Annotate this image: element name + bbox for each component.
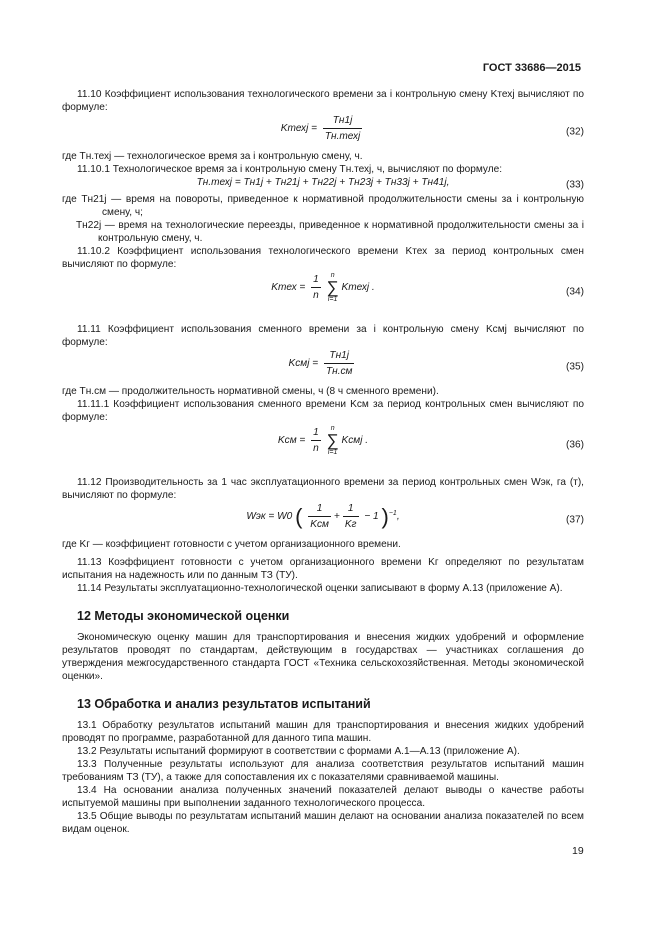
formula-34 xyxy=(62,271,584,313)
formula-36-number: (36) xyxy=(566,439,584,451)
formula-37-number: (37) xyxy=(566,514,584,526)
formula-33 xyxy=(62,176,584,193)
section-13-title: 13 Обработка и анализ результатов испытаний xyxy=(77,697,371,711)
formula-37-lhs: Wэк = W0 xyxy=(246,511,293,523)
formula-33-number: (33) xyxy=(566,179,584,190)
formula-37-b-denominator: Kг xyxy=(344,519,357,530)
formula-34-sum-upper: n xyxy=(330,272,335,279)
formula-35-denominator: Tн.см xyxy=(325,366,353,377)
formula-36-lhs: Kсм = xyxy=(277,435,306,447)
formula-32 xyxy=(62,114,584,150)
formula-35-fraction xyxy=(324,349,355,378)
formula-35 xyxy=(62,349,584,385)
formula-37-fraction-b xyxy=(343,502,359,531)
formula-36-fraction xyxy=(311,426,321,455)
formula-36-rhs: Kсмj . xyxy=(341,435,369,447)
formula-35-number: (35) xyxy=(566,361,584,373)
formula-34-sum xyxy=(327,271,339,304)
sigma-symbol: ∑ xyxy=(326,431,339,450)
formula-36-denominator: n xyxy=(313,443,319,454)
paragraph-11-11-1: 11.11.1 Коэффициент использования сменного времени Kсм за период контрольных смен вычисляют по формуле: xyxy=(62,399,584,423)
formula-36-sum-upper: n xyxy=(330,425,335,432)
where-33-transfers: Tн22j — время на технологические переезды, приведенное к нормативной продолжительности смены за i контрольную смену, ч. xyxy=(76,220,584,244)
formula-36-numerator: 1 xyxy=(311,426,321,441)
open-paren: ( xyxy=(295,504,303,529)
formula-34-denominator: n xyxy=(313,290,319,301)
formula-35-numerator: Tн1j xyxy=(324,349,355,364)
formula-37-b-numerator: 1 xyxy=(343,502,359,517)
section-12-title: 12 Методы экономической оценки xyxy=(77,609,290,623)
sigma-symbol: ∑ xyxy=(326,278,339,297)
paragraph-11-13: 11.13 Коэффициент готовности с учетом организационного времени Kг определяют по результатам испытания на надежность или по данным ТЗ (ТУ). xyxy=(62,557,584,581)
paragraph-12: Экономическую оценку машин для транспортирования и внесения жидких удобрений и оформление результатов проводят по стандартам, действующим в государствах — участниках соглашения до утверждения межгосударственного стандарта ГОСТ «Техника сельскохозяйственная. Методы экономической оценки». xyxy=(62,632,584,682)
formula-37-a-numerator: 1 xyxy=(308,502,331,517)
paragraph-13-5: 13.5 Общие выводы по результатам испытаний машин делают на основании анализа показателей по всем видам оценок. xyxy=(62,811,584,835)
formula-37-fraction-a xyxy=(308,502,331,531)
formula-34-fraction xyxy=(311,273,321,302)
formula-32-denominator: Tн.техj xyxy=(324,131,361,142)
formula-34-number: (34) xyxy=(566,286,584,298)
formula-34-numerator: 1 xyxy=(311,273,321,288)
standard-header: ГОСТ 33686—2015 xyxy=(482,62,581,74)
formula-35-lhs: Kсмj = xyxy=(288,358,319,370)
page-content xyxy=(62,88,584,836)
formula-37-tail: − 1 xyxy=(364,511,379,523)
where-32: где Tн.техj — технологическое время за i контрольную смену, ч. xyxy=(62,151,363,162)
paragraph-11-10-2: 11.10.2 Коэффициент использования технологического времени Kтех за период контрольных смен вычисляют по формуле: xyxy=(62,246,584,270)
paragraph-13-3: 13.3 Полученные результаты используют для анализа соответствия результатов испытаний машин требованиям ТЗ (ТУ), а также для сопоставления их с показателями сравниваемой машины. xyxy=(62,759,584,783)
formula-32-numerator: Tн1j xyxy=(323,114,362,129)
formula-36-sum xyxy=(327,424,339,457)
formula-32-fraction xyxy=(323,114,362,143)
formula-36-sum-lower: i=1 xyxy=(327,449,338,456)
formula-37-exponent: −1 xyxy=(388,509,397,517)
paragraph-11-12: 11.12 Производительность за 1 час эксплуатационного времени за период контрольных смен Wэк, га (т), вычисляют по формуле: xyxy=(62,477,584,501)
where-33-turns: где Tн21j — время на повороты, приведенное к нормативной продолжительности смены за i контрольную смену, ч; xyxy=(62,194,584,218)
close-paren: ) xyxy=(381,504,389,529)
formula-37: Wэк = W0 ( $\frac{1}{\text{Kсм}}$ + $\frac{1}{Kг}$ − 1 )$^{-1}$, (37) xyxy=(246,503,584,530)
paragraph-11-14: 11.14 Результаты эксплуатационно-технологической оценки записывают в форму А.13 (приложение А). xyxy=(77,583,563,594)
formula-34-sum-lower: i=1 xyxy=(327,296,338,303)
paragraph-11-11: 11.11 Коэффициент использования сменного времени за i контрольную смену Kсмj вычисляют по формуле: xyxy=(62,324,584,348)
where-35: где Tн.см — продолжительность нормативной смены, ч (8 ч сменного времени). xyxy=(62,386,439,397)
formula-32-number: (32) xyxy=(566,126,584,138)
formula-37-a-denominator: Kсм xyxy=(310,519,329,530)
formula-36 xyxy=(62,424,584,466)
paragraph-13-2: 13.2 Результаты испытаний формируют в соответствии с формами А.1—А.13 (приложение А). xyxy=(77,746,520,757)
paragraph-13-1: 13.1 Обработку результатов испытаний машин для транспортирования и внесения жидких удобрений проводят по программе, разработанной для данного типа машин. xyxy=(62,720,584,744)
formula-33-expression: Tн.техj = Tн1j + Tн21j + Tн22j + Tн23j + Tн33j + Tн41j, xyxy=(196,177,450,188)
page-number: 19 xyxy=(572,845,584,857)
formula-34-lhs: Kтех = xyxy=(271,282,306,294)
paragraph-13-4: 13.4 На основании анализа полученных значений показателей делают выводы о качестве работы испытуемой машины при выполнении заданного технологического процесса. xyxy=(62,785,584,809)
formula-37-end: , xyxy=(396,511,400,523)
formula-32-lhs: Kтехj = xyxy=(280,123,318,135)
formula-34-rhs: Kтехj . xyxy=(341,282,375,294)
where-37: где Kг — коэффициент готовности с учетом организационного времени. xyxy=(62,539,401,550)
paragraph-11-10: 11.10 Коэффициент использования технологического времени за i контрольную смену Kтехj вычисляют по формуле: xyxy=(62,89,584,113)
paragraph-11-10-1: 11.10.1 Технологическое время за i контрольную смену Tн.техj, ч, вычисляют по формуле: xyxy=(77,164,503,175)
